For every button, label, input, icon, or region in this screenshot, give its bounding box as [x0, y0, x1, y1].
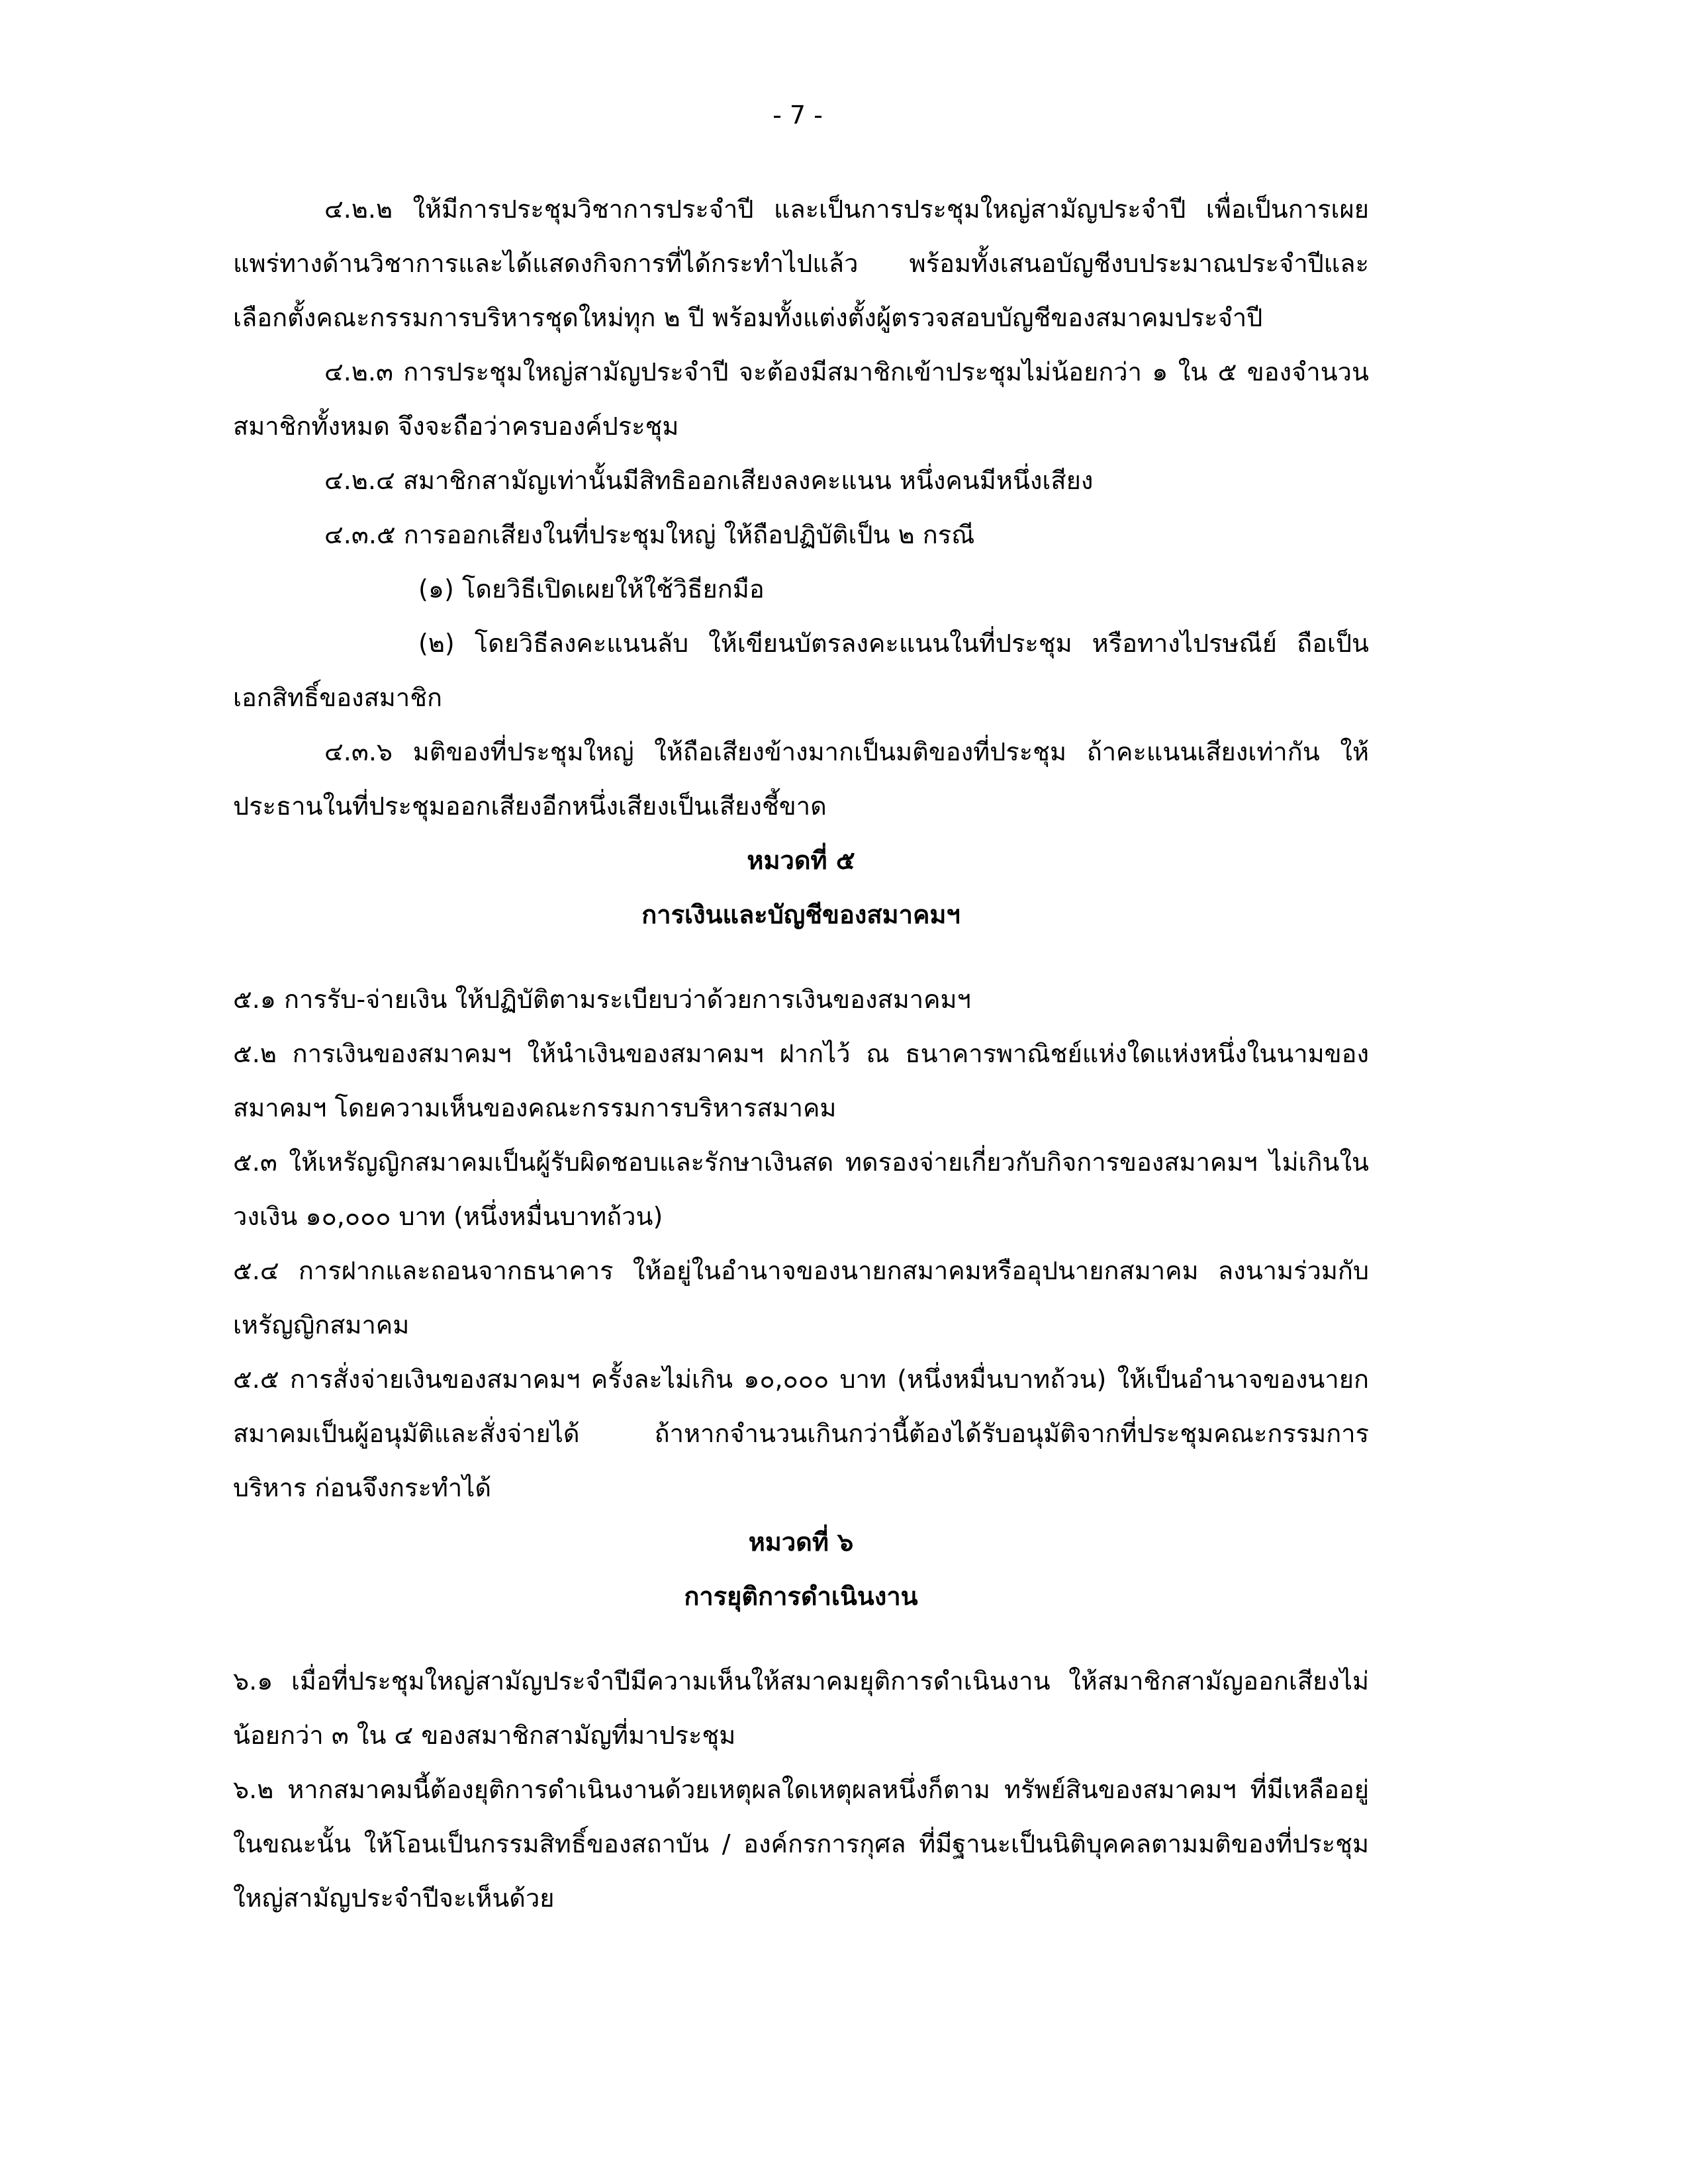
clause-5-5: ๕.๕ การสั่งจ่ายเงินของสมาคมฯ ครั้งละไม่เกิน ๑๐,๐๐๐ บาท (หนึ่งหมื่นบาทถ้วน) ให้เป็นอำนาจของนายกสมาคมเป็นผู้อนุมัติและสั่งจ่ายได้ ถ้าหากจำนวนเกินกว่านี้ต้องได้รับอนุมัติจากที่ประชุมคณะกรรมการบริหาร ก่อนจึงกระทำได้ [233, 1365, 1369, 1502]
clause-5-3: ๕.๓ ให้เหรัญญิกสมาคมเป็นผู้รับผิดชอบและรักษาเงินสด ทดรองจ่ายเกี่ยวกับกิจการของสมาคมฯ ไม่เกินในวงเงิน ๑๐,๐๐๐ บาท (หนึ่งหมื่นบาทถ้วน) [233, 1148, 1369, 1231]
clause-4-3-5-item-1: (๑) โดยวิธีเปิดเผยให้ใช้วิธียกมือ [418, 574, 765, 604]
clause-5-1: ๕.๑ การรับ-จ่ายเงิน ให้ปฏิบัติตามระเบียบว่าด้วยการเงินของสมาคมฯ [233, 985, 971, 1014]
clause-4-2-2: ๔.๒.๒ ให้มีการประชุมวิชาการประจำปี และเป็นการประชุมใหญ่สามัญประจำปี เพื่อเป็นการเผยแพร่ทางด้านวิชาการและได้แสดงกิจการที่ได้กระทำไปแล้ว พร้อมทั้งเสนอบัญชีงบประมาณประจำปีและเลือกตั้งคณะกรรมการบริหารชุดใหม่ทุก ๒ ปี พร้อมทั้งแต่งตั้งผู้ตรวจสอบบัญชีของสมาคมประจำปี [233, 195, 1369, 332]
clause-4-3-5-item-2: (๒) โดยวิธีลงคะแนนลับ ให้เขียนบัตรลงคะแนนในที่ประชุม หรือทางไปรษณีย์ ถือเป็นเอกสิทธิ์ของสมาชิก [233, 629, 1369, 712]
chapter-6-title: การยุติการดำเนินงาน [684, 1582, 918, 1611]
clause-4-2-3: ๔.๒.๓ การประชุมใหญ่สามัญประจำปี จะต้องมีสมาชิกเข้าประชุมไม่น้อยกว่า ๑ ใน ๕ ของจำนวนสมาชิกทั้งหมด จึงจะถือว่าครบองค์ประชุม [233, 357, 1369, 441]
clause-6-1: ๖.๑ เมื่อที่ประชุมใหญ่สามัญประจำปีมีความเห็นให้สมาคมยุติการดำเนินงาน ให้สมาชิกสามัญออกเสียงไม่น้อยกว่า ๓ ใน ๔ ของสมาชิกสามัญที่มาประชุม [233, 1666, 1369, 1750]
clause-4-2-4: ๔.๒.๔ สมาชิกสามัญเท่านั้นมีสิทธิออกเสียงลงคะแนน หนึ่งคนมีหนึ่งเสียง [324, 466, 1094, 495]
chapter-5-heading: หมวดที่ ๕ [747, 846, 855, 875]
chapter-5-title: การเงินและบัญชีของสมาคมฯ [641, 900, 961, 929]
chapter-6-heading: หมวดที่ ๖ [748, 1527, 854, 1557]
clause-6-2: ๖.๒ หากสมาคมนี้ต้องยุติการดำเนินงานด้วยเหตุผลใดเหตุผลหนึ่งก็ตาม ทรัพย์สินของสมาคมฯ ที่มีเหลืออยู่ในขณะนั้น ให้โอนเป็นกรรมสิทธิ์ของสถาบัน / องค์กรการกุศล ที่มีฐานะเป็นนิติบุคคลตามมติของที่ประชุมใหญ่สามัญประจำปีจะเห็นด้วย [233, 1775, 1369, 1913]
clause-4-3-6: ๔.๓.๖ มติของที่ประชุมใหญ่ ให้ถือเสียงข้างมากเป็นมติของที่ประชุม ถ้าคะแนนเสียงเท่ากัน ให้ประธานในที่ประชุมออกเสียงอีกหนึ่งเสียงเป็นเสียงชี้ขาด [233, 737, 1369, 821]
document-body [233, 182, 1369, 1925]
clause-5-4: ๕.๔ การฝากและถอนจากธนาคาร ให้อยู่ในอำนาจของนายกสมาคมหรืออุปนายกสมาคม ลงนามร่วมกับเหรัญญิกสมาคม [233, 1256, 1369, 1340]
page-number: - 7 - [773, 101, 823, 130]
clause-5-2: ๕.๒ การเงินของสมาคมฯ ให้นำเงินของสมาคมฯ ฝากไว้ ณ ธนาคารพาณิชย์แห่งใดแห่งหนึ่งในนามของสมาคมฯ โดยความเห็นของคณะกรรมการบริหารสมาคม [233, 1039, 1369, 1122]
clause-4-3-5: ๔.๓.๕ การออกเสียงในที่ประชุมใหญ่ ให้ถือปฏิบัติเป็น ๒ กรณี [324, 520, 975, 549]
